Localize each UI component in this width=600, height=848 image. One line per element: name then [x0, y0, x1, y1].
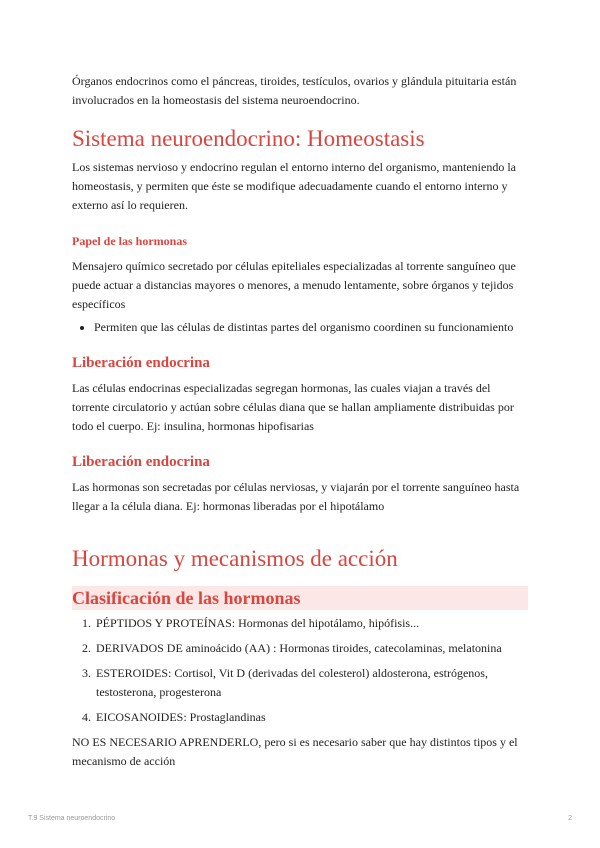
intro-paragraph: Órganos endocrinos como el páncreas, tiroides, testículos, ovarios y glándula pituitaria están involucrados en la homeostasis del sistema neuroendocrino. [72, 74, 517, 107]
page-content [72, 72, 528, 771]
heading-liberacion-endocrina-2: Liberación endocrina [72, 454, 210, 470]
note-paragraph: NO ES NECESARIO APRENDERLO, pero si es necesario saber que hay distintos tipos y el mecanismo de acción [72, 735, 518, 768]
list-item: 2. DERIVADOS DE aminoácido (AA) : Hormonas tiroides, catecolaminas, melatonina [94, 639, 528, 658]
papel-paragraph: Mensajero químico secretado por células epiteliales especializadas al torrente sanguíneo que puede actuar a distancias mayores o menores, a menudo lentamente, sobre órganos y tejidos específicos [72, 259, 516, 311]
liberacion-2-paragraph: Las hormonas son secretadas por células nerviosas, y viajarán por el torrente sanguíneo hasta llegar a la célula diana. Ej: hormonas liberadas por el hipotálamo [72, 480, 520, 513]
list-item: • Permiten que las células de distintas partes del organismo coordinen su funcionamiento [94, 318, 528, 337]
papel-bullet-list [72, 318, 528, 337]
heading-papel-hormonas: Papel de las hormonas [72, 234, 188, 248]
page-number: 2 [568, 815, 572, 822]
page-footer [28, 815, 572, 822]
list-item: 3. ESTEROIDES: Cortisol, Vit D (derivadas del colesterol) aldosterona, estrógenos, testosterona, progesterona [94, 664, 528, 702]
clasificacion-list [72, 614, 528, 727]
heading-clasificacion: Clasificación de las hormonas [72, 586, 528, 610]
section-heading-homeostasis: Sistema neuroendocrino: Homeostasis [72, 126, 425, 151]
homeostasis-paragraph: Los sistemas nervioso y endocrino regulan el entorno interno del organismo, manteniendo la homeostasis, y permiten que éste se modifique adecuadamente cuando el entorno interno y externo así lo requieren. [72, 160, 517, 212]
heading-liberacion-endocrina-1: Liberación endocrina [72, 355, 210, 371]
section-heading-hormonas: Hormonas y mecanismos de acción [72, 546, 398, 571]
list-item: 1. PÉPTIDOS Y PROTEÍNAS: Hormonas del hipotálamo, hipófisis... [94, 614, 528, 633]
list-item: 4. EICOSANOIDES: Prostaglandinas [94, 708, 528, 727]
footer-title: T.9 Sistema neuroendocrino [28, 815, 116, 822]
liberacion-1-paragraph: Las células endocrinas especializadas segregan hormonas, las cuales viajan a través del torrente circulatorio y actúan sobre células diana que se hallan ampliamente distribuidas por todo el cuerpo. Ej: insulina, hormonas hipofisarias [72, 381, 514, 433]
